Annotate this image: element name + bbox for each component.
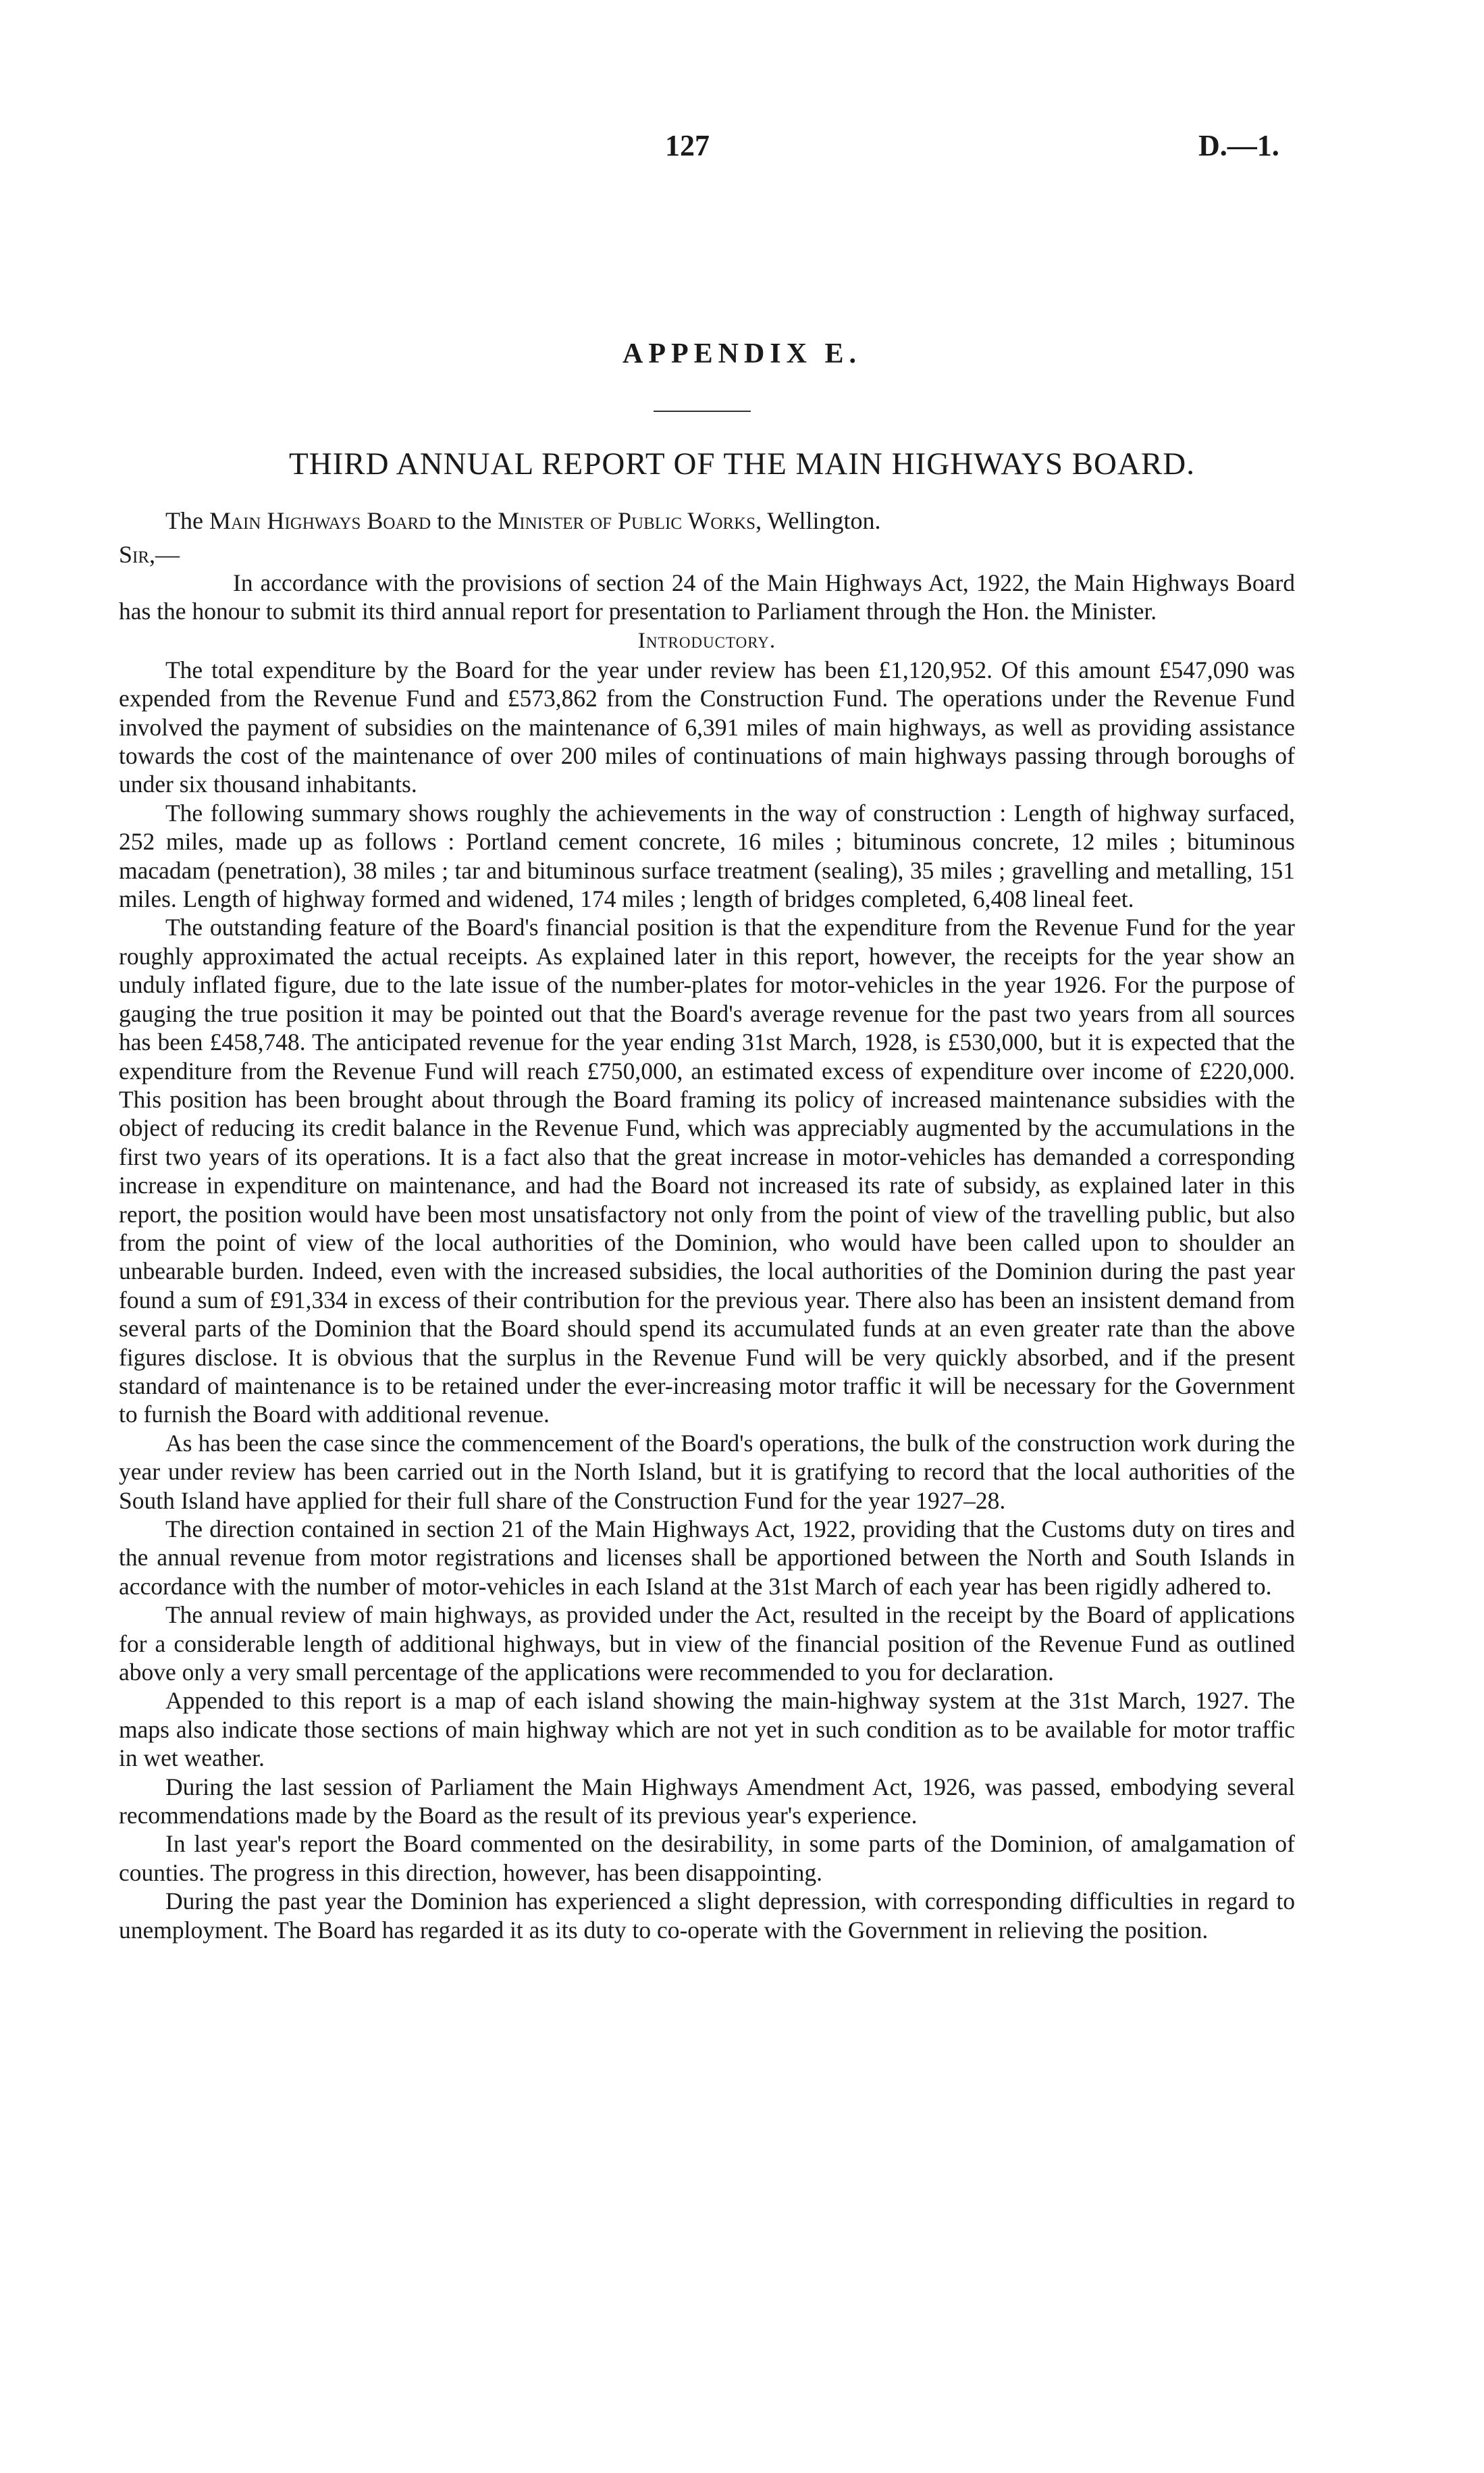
title-divider: [654, 411, 751, 412]
report-title: THIRD ANNUAL REPORT OF THE MAIN HIGHWAYS BOARD.: [289, 446, 1195, 481]
address-prefix: The: [165, 507, 203, 534]
address-to: Minister of Public Works: [498, 507, 756, 534]
paragraph-8: Appended to this report is a map of each island showing the main-highway system at the 31st March, 1927. The maps also indicate those sections of main highway which are not yet in such condition as to be available for motor traffic in wet weather.: [119, 1687, 1295, 1772]
report-body: [119, 569, 1295, 1944]
page-number: 127: [665, 129, 710, 162]
paragraph-2: The total expenditure by the Board for the year under review has been £1,120,952. Of this amount £547,090 was expended from the Revenue Fund and £573,862 from the Construction Fund. The operations under the Revenue Fund involved the payment of subsidies on the maintenance of 6,391 miles of main highways, as well as providing assistance towards the cost of the maintenance of over 200 miles of continuations of main highways passing through boroughs of under six thousand inhabitants.: [119, 656, 1295, 798]
appendix-label: APPENDIX E.: [622, 338, 862, 369]
paragraph-9: During the last session of Parliament the Main Highways Amendment Act, 1926, was passed, embodying several recommendations made by the Board as the result of its previous year's experience.: [119, 1773, 1295, 1829]
address-line: [165, 506, 881, 535]
paragraph-11: During the past year the Dominion has experienced a slight depression, with corresponding difficulties in regard to unemployment. The Board has regarded it as its duty to co-operate with the Government in relieving the position.: [119, 1888, 1295, 1944]
address-from: Main Highways Board: [209, 507, 431, 534]
paragraph-1: In accordance with the provisions of section 24 of the Main Highways Act, 1922, the Main Highways Board has the honour to submit its third annual report for presentation to Parliament through the Hon. the Minister.: [119, 569, 1295, 625]
address-to-word: to the: [437, 507, 492, 534]
paragraph-7: The annual review of main highways, as provided under the Act, resulted in the receipt by the Board of applications for a considerable length of additional highways, but in view of the financial position of the Revenue Fund as outlined above only a very small percentage of the applications were recommended to you for declaration.: [119, 1601, 1295, 1686]
salutation: Sir,—: [119, 541, 180, 568]
paragraph-4: The outstanding feature of the Board's financial position is that the expenditure from the Revenue Fund for the year roughly approximated the actual receipts. As explained later in this report, however, the receipts for the year show an unduly inflated figure, due to the late issue of the number-plates for motor-vehicles in the year 1926. For the purpose of gauging the true position it may be pointed out that the Board's average revenue for the past two years from all sources has been £458,748. The anticipated revenue for the year ending 31st March, 1928, is £530,000, but it is expected that the expenditure from the Revenue Fund will reach £750,000, an estimated excess of expenditure over income of £220,000. This position has been brought about through the Board framing its policy of increased maintenance subsidies with the object of reducing its credit balance in the Revenue Fund, which was appreciably augmented by the accumulations in the first two years of its operations. It is a fact also that the great increase in motor-vehicles has demanded a corresponding increase in expenditure on maintenance, and had the Board not increased its rate of subsidy, as explained later in this report, the position would have been most unsatisfactory not only from the point of view of the travelling public, but also from the point of view of the local authorities of the Dominion, who would have been called upon to shoulder an unbearable burden. Indeed, even with the increased subsidies, the local authorities of the Dominion during the past year found a sum of £91,334 in excess of their contribution for the previous year. There also has been an insistent demand from several parts of the Dominion that the Board should spend its accumulated funds at an even greater rate than the above figures disclose. It is obvious that the surplus in the Revenue Fund will be very quickly absorbed, and if the present standard of maintenance is to be retained under the ever-increasing motor traffic it will be necessary for the Government to furnish the Board with additional revenue.: [119, 914, 1295, 1428]
section-heading-introductory: Introductory.: [637, 628, 776, 653]
paragraph-10: In last year's report the Board commented on the desirability, in some parts of the Dominion, of amalgamation of counties. The progress in this direction, however, has been disappointing.: [119, 1830, 1295, 1886]
paragraph-6: The direction contained in section 21 of the Main Highways Act, 1922, providing that the Customs duty on tires and the annual revenue from motor registrations and licenses shall be apportioned between the North and South Islands in accordance with the number of motor-vehicles in each Island at the 31st March of each year has been rigidly adhered to.: [119, 1515, 1295, 1600]
paragraph-5: As has been the case since the commencement of the Board's operations, the bulk of the construction work during the year under review has been carried out in the North Island, but it is gratifying to record that the local authorities of the South Island have applied for their full share of the Construction Fund for the year 1927–28.: [119, 1429, 1295, 1514]
document-code: D.—1.: [1198, 129, 1279, 162]
paragraph-3: The following summary shows roughly the achievements in the way of construction : Length of highway surfaced, 252 miles, made up as follows : Portland cement concrete, 16 miles ; bituminous concrete, 12 miles ; bituminous macadam (penetration), 38 miles ; tar and bituminous surface treatment (sealing), 35 miles ; gravelling and metalling, 151 miles. Length of highway formed and widened, 174 miles ; length of bridges completed, 6,408 lineal feet.: [119, 799, 1295, 913]
address-place: , Wellington.: [756, 507, 881, 534]
